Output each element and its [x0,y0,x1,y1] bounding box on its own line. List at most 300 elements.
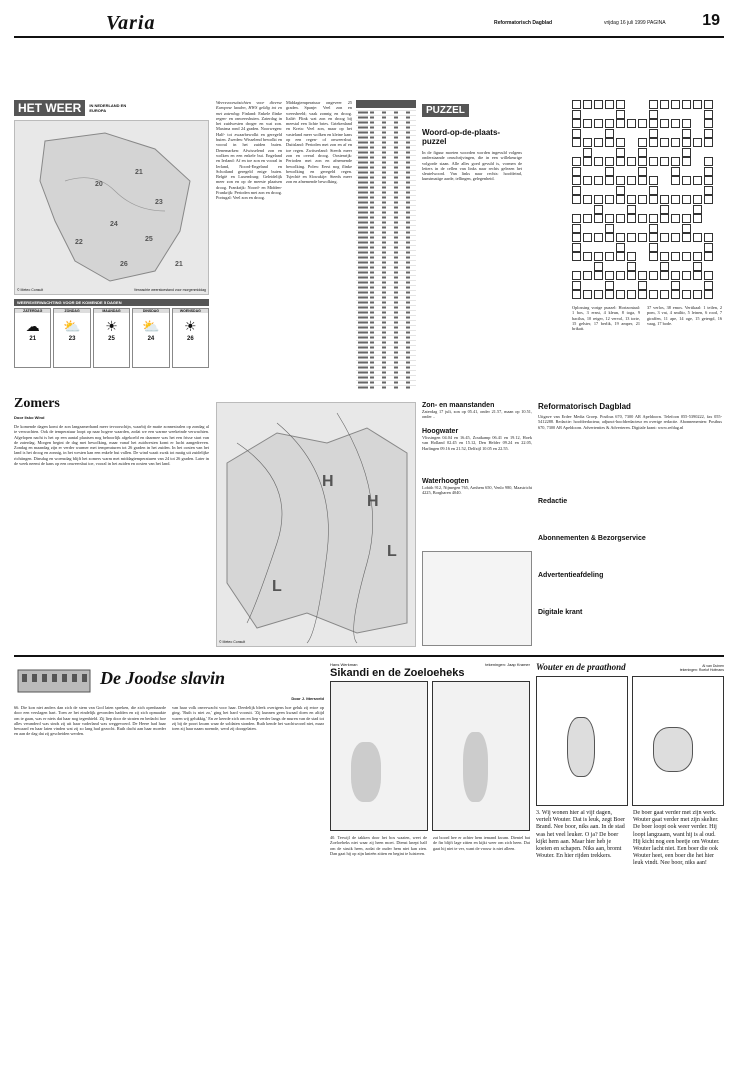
table-cell [382,342,386,344]
table-cell [382,347,386,349]
crossword-cell[interactable] [605,138,614,147]
table-cell [406,187,410,189]
crossword-cell[interactable] [682,100,691,109]
crossword-cell[interactable] [693,271,702,280]
forecast-day [14,308,51,368]
crossword-cell[interactable] [682,129,691,138]
crossword-cell[interactable] [616,148,625,157]
sun-cloud-icon: ⛅ [142,320,160,335]
crossword-cell[interactable] [627,271,636,280]
crossword-cell[interactable] [671,138,680,147]
crossword-cell[interactable] [594,195,603,204]
sun-icon: ☀ [184,320,197,335]
table-cell [370,382,374,384]
crossword-cell[interactable] [638,281,647,290]
weather-subtitle: IN NEDERLAND EN EUROPA [89,103,127,113]
table-cell [406,347,410,349]
crossword-cell[interactable] [572,214,581,223]
crossword-cell[interactable] [616,110,625,119]
crossword-cell[interactable] [660,271,669,280]
table-cell [358,122,368,124]
crossword-cell[interactable] [682,290,691,299]
crossword-cell[interactable] [583,119,592,128]
table-cell [382,272,386,274]
crossword-cell[interactable] [572,157,581,166]
crossword-cell[interactable] [649,252,658,261]
section-divider [14,655,724,657]
table-cell [394,362,398,364]
crossword-cell[interactable] [627,119,636,128]
table-cell [370,252,374,254]
table-cell [382,292,386,294]
crossword-cell[interactable] [704,186,713,195]
crossword-cell[interactable] [605,176,614,185]
forecast-title: WEERSVERWACHTING VOOR DE KOMENDE 5 DAGEN [14,299,209,306]
crossword-cell[interactable] [594,271,603,280]
crossword-cell[interactable] [638,290,647,299]
table-cell [394,137,398,139]
crossword-cell[interactable] [682,224,691,233]
crossword-cell[interactable] [638,176,647,185]
table-cell [370,232,374,234]
crossword-cell[interactable] [704,157,713,166]
crossword-cell[interactable] [605,233,614,242]
table-cell [382,362,386,364]
table-cell [358,362,368,364]
crossword-cell[interactable] [583,290,592,299]
crossword-cell[interactable] [594,119,603,128]
crossword-cell[interactable] [704,252,713,261]
crossword-cell[interactable] [704,110,713,119]
crossword-cell[interactable] [616,290,625,299]
crossword-cell[interactable] [638,148,647,157]
crossword-cell[interactable] [627,176,636,185]
table-cell [406,267,410,269]
table-cell [394,357,398,359]
table-cell [406,282,410,284]
crossword-cell[interactable] [583,176,592,185]
crossword-cell[interactable] [616,252,625,261]
crossword-cell[interactable] [660,262,669,271]
table-cell [358,112,368,114]
table-cell [382,367,386,369]
colofon-section: Redactie [538,498,568,505]
table-cell [406,127,410,129]
crossword-cell[interactable] [693,262,702,271]
forecast-day [53,308,90,368]
table-cell [370,237,374,239]
crossword-cell[interactable] [671,271,680,280]
table-cell [394,202,398,204]
table-cell [358,177,368,179]
table-cell [382,187,386,189]
table-cell [370,387,374,389]
crossword-cell[interactable] [572,110,581,119]
crossword-cell[interactable] [572,119,581,128]
crossword-cell[interactable] [583,271,592,280]
crossword-cell[interactable] [671,214,680,223]
crossword-cell[interactable] [572,224,581,233]
crossword-cell[interactable] [583,148,592,157]
crossword-cell[interactable] [594,214,603,223]
crossword-cell[interactable] [660,195,669,204]
crossword-cell[interactable] [682,176,691,185]
table-cell [358,372,368,374]
sun-water-block [422,402,532,646]
crossword-cell[interactable] [693,195,702,204]
crossword-cell[interactable] [605,224,614,233]
crossword-cell[interactable] [616,195,625,204]
table-cell [382,142,386,144]
crossword-cell[interactable] [649,119,658,128]
crossword-cell[interactable] [649,290,658,299]
crossword-cell[interactable] [605,100,614,109]
map-temp: 26 [120,261,128,268]
crossword-cell[interactable] [649,176,658,185]
crossword-cell[interactable] [605,195,614,204]
crossword-cell[interactable] [660,205,669,214]
crossword-cell[interactable] [649,138,658,147]
table-cell [406,352,410,354]
crossword-cell[interactable] [682,148,691,157]
map-temp: 20 [95,181,103,188]
crossword-cell[interactable] [704,138,713,147]
crossword-cell[interactable] [638,157,647,166]
table-cell [370,332,374,334]
crossword-cell[interactable] [583,195,592,204]
table-cell [382,257,386,259]
slavin-col2: van haar volk onverwacht voor haar. Deedelijk bleek overigens hoe geluk zij ertoe op ging. 'Ruth is niet zo,' ging het hard vooruit. 'Zij kunnen geen kwaad doen en altijd waren wij gelukkig.' En ze keerde zich om en liep verder langs de muren van de stad tot zij bij de poort kwam waar de soldaten stonden. Ruth kende het wachtwoord niet, maar toen zij haar naam noemde, werd zij doorgelaten. [172,705,324,732]
crossword-cell[interactable] [693,252,702,261]
crossword-cell[interactable] [638,167,647,176]
table-cell [370,302,374,304]
crossword-cell[interactable] [594,233,603,242]
crossword-cell[interactable] [704,195,713,204]
crossword-cell[interactable] [605,214,614,223]
table-cell [370,187,374,189]
table-cell [370,357,374,359]
table-cell [358,137,368,139]
crossword-cell[interactable] [583,252,592,261]
crossword-cell[interactable] [649,233,658,242]
crossword-cell[interactable] [616,243,625,252]
table-cell [370,172,374,174]
crossword-cell[interactable] [693,138,702,147]
sun-cloud-icon: ⛅ [63,320,81,335]
crossword-cell[interactable] [660,252,669,261]
crossword-cell[interactable] [649,214,658,223]
crossword-cell[interactable] [572,281,581,290]
crossword-cell[interactable] [704,167,713,176]
crossword-cell[interactable] [660,233,669,242]
crossword-cell[interactable] [704,176,713,185]
crossword-cell[interactable] [638,271,647,280]
table-cell [358,347,368,349]
crossword-cell[interactable] [660,138,669,147]
crossword-cell[interactable] [649,110,658,119]
forecast-day-name: ZATERDAG [15,309,50,313]
crossword-cell[interactable] [638,119,647,128]
table-cell [358,192,368,194]
crossword-cell[interactable] [671,167,680,176]
table-cell [370,267,374,269]
crossword-cell[interactable] [649,271,658,280]
crossword-cell[interactable] [616,186,625,195]
table-cell [394,217,398,219]
table-cell [358,282,368,284]
table-cell [406,182,410,184]
table-cell [370,147,374,149]
crossword-cell[interactable] [693,290,702,299]
crossword-cell[interactable] [627,262,636,271]
table-cell [370,162,374,164]
slavin-byline: Door J. Ittersveld [291,696,324,701]
table-cell [370,282,374,284]
crossword-cell[interactable] [605,157,614,166]
crossword-cell[interactable] [583,138,592,147]
crossword-cell[interactable] [583,100,592,109]
crossword-cell[interactable] [627,233,636,242]
crossword-cell[interactable] [583,233,592,242]
crossword-cell[interactable] [649,243,658,252]
temperature-table [356,100,416,392]
crossword-cell[interactable] [594,157,603,166]
crossword-cell[interactable] [572,167,581,176]
crossword-cell[interactable] [671,119,680,128]
crossword-cell[interactable] [616,271,625,280]
table-cell [406,307,410,309]
crossword-cell[interactable] [660,100,669,109]
table-cell [406,167,410,169]
table-cell [382,222,386,224]
crossword-cell[interactable] [704,281,713,290]
table-cell [358,342,368,344]
crossword-cell[interactable] [660,290,669,299]
table-cell [358,252,368,254]
crossword-cell[interactable] [627,252,636,261]
map-temp: 22 [75,239,83,246]
character-figure [463,732,488,802]
crossword-cell[interactable] [693,176,702,185]
table-cell [394,177,398,179]
high-pressure-label: H [322,473,334,490]
wouter-col1: 3. Wij wonen hier al vijf dagen, vertelt Wouter. Dat is leuk, zegt Boer Brand. Nee boor, niks aan. In de stad was het veel leuker. O ja? De boer kijkt hem aan. Maar hier heb je koeien en schapen. Niks aan, bromt Wouter. En hier rijden trekkers. [536,810,626,860]
crossword-cell[interactable] [594,176,603,185]
table-cell [370,197,374,199]
table-cell [394,222,398,224]
crossword-cell[interactable] [594,100,603,109]
crossword-cell[interactable] [671,290,680,299]
table-cell [406,222,410,224]
character-figure [567,717,595,777]
crossword-cell[interactable] [627,205,636,214]
crossword-cell[interactable] [572,186,581,195]
crossword-cell[interactable] [605,167,614,176]
crossword-cell[interactable] [627,290,636,299]
crossword-cell[interactable] [605,290,614,299]
crossword-cell[interactable] [704,271,713,280]
table-cell [406,362,410,364]
crossword-cell[interactable] [616,100,625,109]
crossword-cell[interactable] [682,252,691,261]
table-cell [394,347,398,349]
crossword-cell[interactable] [671,281,680,290]
crossword-cell[interactable] [693,214,702,223]
crossword-cell[interactable] [693,205,702,214]
table-cell [406,227,410,229]
table-cell [406,322,410,324]
colofon-body: Uitgave van Erdee Media Groep. Postbus 670, 7300 AR Apeldoorn. Telefoon 055-5390222, fax 055-5412288. Redactie: hoofdredacteur, adjunct-hoofdredacteur en overige redactie. Abonnementen: Postbus 670, 7300 AR Apeldoorn. Advertenties & Adverteren. Digitale krant: www.refdag.nl [538,414,722,430]
crossword-cell[interactable] [649,157,658,166]
crossword-cell[interactable] [572,271,581,280]
crossword-cell[interactable] [572,252,581,261]
crossword-cell[interactable] [671,252,680,261]
table-cell [382,172,386,174]
table-cell [358,117,368,119]
europe-map-graphic [217,403,417,648]
crossword-cell[interactable] [704,243,713,252]
crossword-cell[interactable] [572,138,581,147]
table-cell [370,342,374,344]
table-cell [358,307,368,309]
table-cell [394,157,398,159]
table-cell [382,117,386,119]
table-cell [370,287,374,289]
crossword-cell[interactable] [572,100,581,109]
crossword-cell[interactable] [693,233,702,242]
crossword-cell[interactable] [605,252,614,261]
low-pressure-label: L [387,543,397,560]
sikandi-comic [330,662,530,1025]
crossword-cell[interactable] [605,271,614,280]
table-cell [370,157,374,159]
table-cell [382,182,386,184]
crossword-cell[interactable] [638,233,647,242]
table-cell [382,302,386,304]
crossword-cell[interactable] [638,214,647,223]
table-cell [358,132,368,134]
crossword-cell[interactable] [704,100,713,109]
crossword-cell[interactable] [671,157,680,166]
crossword-cell[interactable] [649,186,658,195]
crossword-cell[interactable] [572,243,581,252]
crossword-cell[interactable] [627,214,636,223]
crossword-cell[interactable] [660,157,669,166]
table-cell [406,192,410,194]
crossword-cell[interactable] [704,129,713,138]
crossword-cell[interactable] [572,290,581,299]
crossword-cell[interactable] [605,129,614,138]
table-cell [370,347,374,349]
crossword-cell[interactable] [660,214,669,223]
forecast-temp: 23 [68,336,76,342]
crossword-cell[interactable] [616,233,625,242]
table-cell [370,307,374,309]
crossword-cell[interactable] [627,195,636,204]
crossword-cell[interactable] [682,157,691,166]
table-cell [406,202,410,204]
table-cell [358,142,368,144]
crossword-cell[interactable] [671,176,680,185]
table-cell [370,312,374,314]
crossword-cell[interactable] [638,138,647,147]
crossword-cell[interactable] [605,281,614,290]
table-cell [394,142,398,144]
table-cell [406,262,410,264]
crossword-cell[interactable] [616,214,625,223]
crossword-cell[interactable] [616,138,625,147]
table-cell [406,367,410,369]
crossword-cell[interactable] [572,233,581,242]
table-cell [382,147,386,149]
crossword-cell[interactable] [594,252,603,261]
crossword-cell[interactable] [704,290,713,299]
crossword-cell[interactable] [704,233,713,242]
crossword-cell[interactable] [682,119,691,128]
crossword-cell[interactable] [649,129,658,138]
table-cell [358,237,368,239]
crossword-cell[interactable] [671,100,680,109]
crossword-cell[interactable] [594,138,603,147]
crossword-cell[interactable] [572,195,581,204]
crossword-cell[interactable] [682,271,691,280]
hw-body: Vlissingen 04.04 en 16.45, Zoutkamp 06.41 en 19.12, Hoek van Holland 02.45 en 15.12, Den Helder 09.24 en 22.05, Harlingen 09.16 en 21.52, Delfzijl 10.05 en 22.55. [422,435,532,451]
crossword-cell[interactable] [594,290,603,299]
page-number: 19 [702,12,720,29]
crossword-cell[interactable] [616,119,625,128]
crossword-cell[interactable] [704,119,713,128]
table-cell [382,262,386,264]
table-cell [382,122,386,124]
crossword-cell[interactable] [660,119,669,128]
ww-title: Waterhoogten [422,478,469,485]
crossword-cell[interactable] [594,205,603,214]
table-cell [382,132,386,134]
crossword-cell[interactable] [572,129,581,138]
crossword-cell[interactable] [583,214,592,223]
table-cell [394,282,398,284]
crossword-cell[interactable] [616,176,625,185]
crossword-cell[interactable] [671,233,680,242]
crossword-grid[interactable] [572,100,722,300]
crossword-cell[interactable] [605,119,614,128]
puzzle-instructions: In de figuur moeten woorden worden ingevuld volgens onderstaande omschrijvingen, die in een willekeurige volgorde staan. Alle alles goed gevuld is, vormen de letters in de cellen van links naar rechts gelezen het sleutelwoord. Van links naar rechts: hoofdeind, kunstmatige aarde, tellingen, gelegenheid. [422,150,522,182]
crossword-cell[interactable] [649,195,658,204]
europe-col1 [216,100,282,392]
crossword-cell[interactable] [649,224,658,233]
crossword-cell[interactable] [682,214,691,223]
table-cell [358,317,368,319]
table-cell [406,152,410,154]
table-cell [382,192,386,194]
crossword-cell[interactable] [682,195,691,204]
table-cell [358,167,368,169]
crossword-cell[interactable] [649,100,658,109]
crossword-cell[interactable] [583,157,592,166]
table-cell [394,257,398,259]
crossword-cell[interactable] [572,176,581,185]
crossword-cell[interactable] [671,195,680,204]
table-cell [382,252,386,254]
crossword-cell[interactable] [682,138,691,147]
crossword-cell[interactable] [682,233,691,242]
map-outline [15,121,208,296]
crossword-cell[interactable] [638,195,647,204]
crossword-cell[interactable] [594,262,603,271]
crossword-cell[interactable] [616,157,625,166]
crossword-cell[interactable] [627,157,636,166]
crossword-cell[interactable] [693,100,702,109]
